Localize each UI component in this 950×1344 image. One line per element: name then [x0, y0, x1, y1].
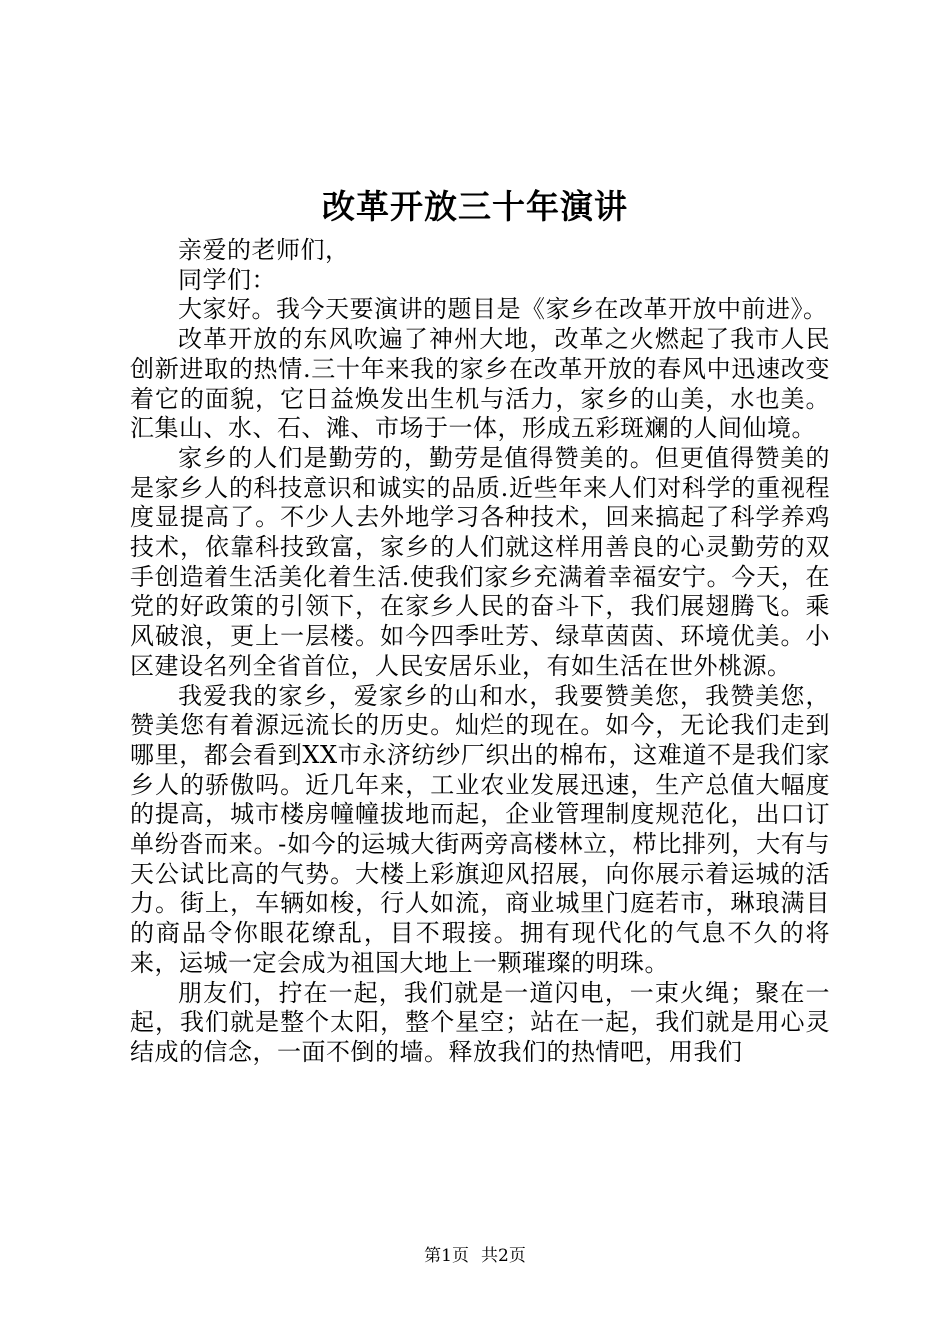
document-body — [130, 236, 830, 1068]
salutation-teachers: 亲爱的老师们， — [178, 236, 350, 264]
paragraph-friends: 朋友们，拧在一起，我们就是一道闪电，一束火绳；聚在一起，我们就是整个太阳，整个星空；站在一起，我们就是用心灵结成的信念，一面不倒的墙。释放我们的热情吧，用我们 — [130, 978, 830, 1066]
document-title: 改革开放三十年演讲 — [322, 187, 628, 226]
page-footer — [0, 1245, 950, 1267]
paragraph-love-hometown: 我爱我的家乡，爱家乡的山和水，我要赞美您，我赞美您，赞美您有着源远流长的历史。灿烂的现在。如今，无论我们走到哪里，都会看到XX市永济纺纱厂织出的棉布，这难道不是我们家乡人的骄傲吗。近几年来，工业农业发展迅速，生产总值大幅度的提高，城市楼房幢幢拔地而起，企业管理制度规范化，出口订单纷沓而来。-如今的运城大街两旁高楼林立，栉比排列，大有与天公试比高的气势。大楼上彩旗迎风招展，向你展示着运城的活力。街上，车辆如梭，行人如流，商业城里门庭若市，琳琅满目的商品令你眼花缭乱，目不瑕接。拥有现代化的气息不久的将来，运城一定会成为祖国大地上一颗璀璨的明珠。 — [130, 681, 830, 977]
paragraph-greeting: 大家好。我今天要演讲的题目是《家乡在改革开放中前进》。 — [178, 295, 828, 324]
paragraph-reform-wind: 改革开放的东风吹遍了神州大地，改革之火燃起了我市人民创新进取的热情.三十年来我的家乡在改革开放的春风中迅速改变着它的面貌，它日益焕发出生机与活力，家乡的山美，水也美。汇集山、水、石、滩、市场于一体，形成五彩斑斓的人间仙境。 — [130, 325, 830, 443]
paragraph-hardworking-people: 家乡的人们是勤劳的，勤劳是值得赞美的。但更值得赞美的是家乡人的科技意识和诚实的品质.近些年来人们对科学的重视程度显提高了。不少人去外地学习各种技术，回来搞起了科学养鸡技术，依靠科技致富，家乡的人们就这样用善良的心灵勤劳的双手创造着生活美化着生活.使我们家乡充满着幸福安宁。今天，在党的好政策的引领下，在家乡人民的奋斗下，我们展翅腾飞。乘风破浪，更上一层楼。如今四季吐芳、绿草茵茵、环境优美。小区建设名列全省首位，人民安居乐业，有如生活在世外桃源。 — [130, 443, 830, 680]
page-number-current: 第1页 — [424, 1246, 469, 1266]
salutation-students: 同学们： — [178, 265, 276, 294]
page-number-total: 共2页 — [481, 1246, 526, 1266]
